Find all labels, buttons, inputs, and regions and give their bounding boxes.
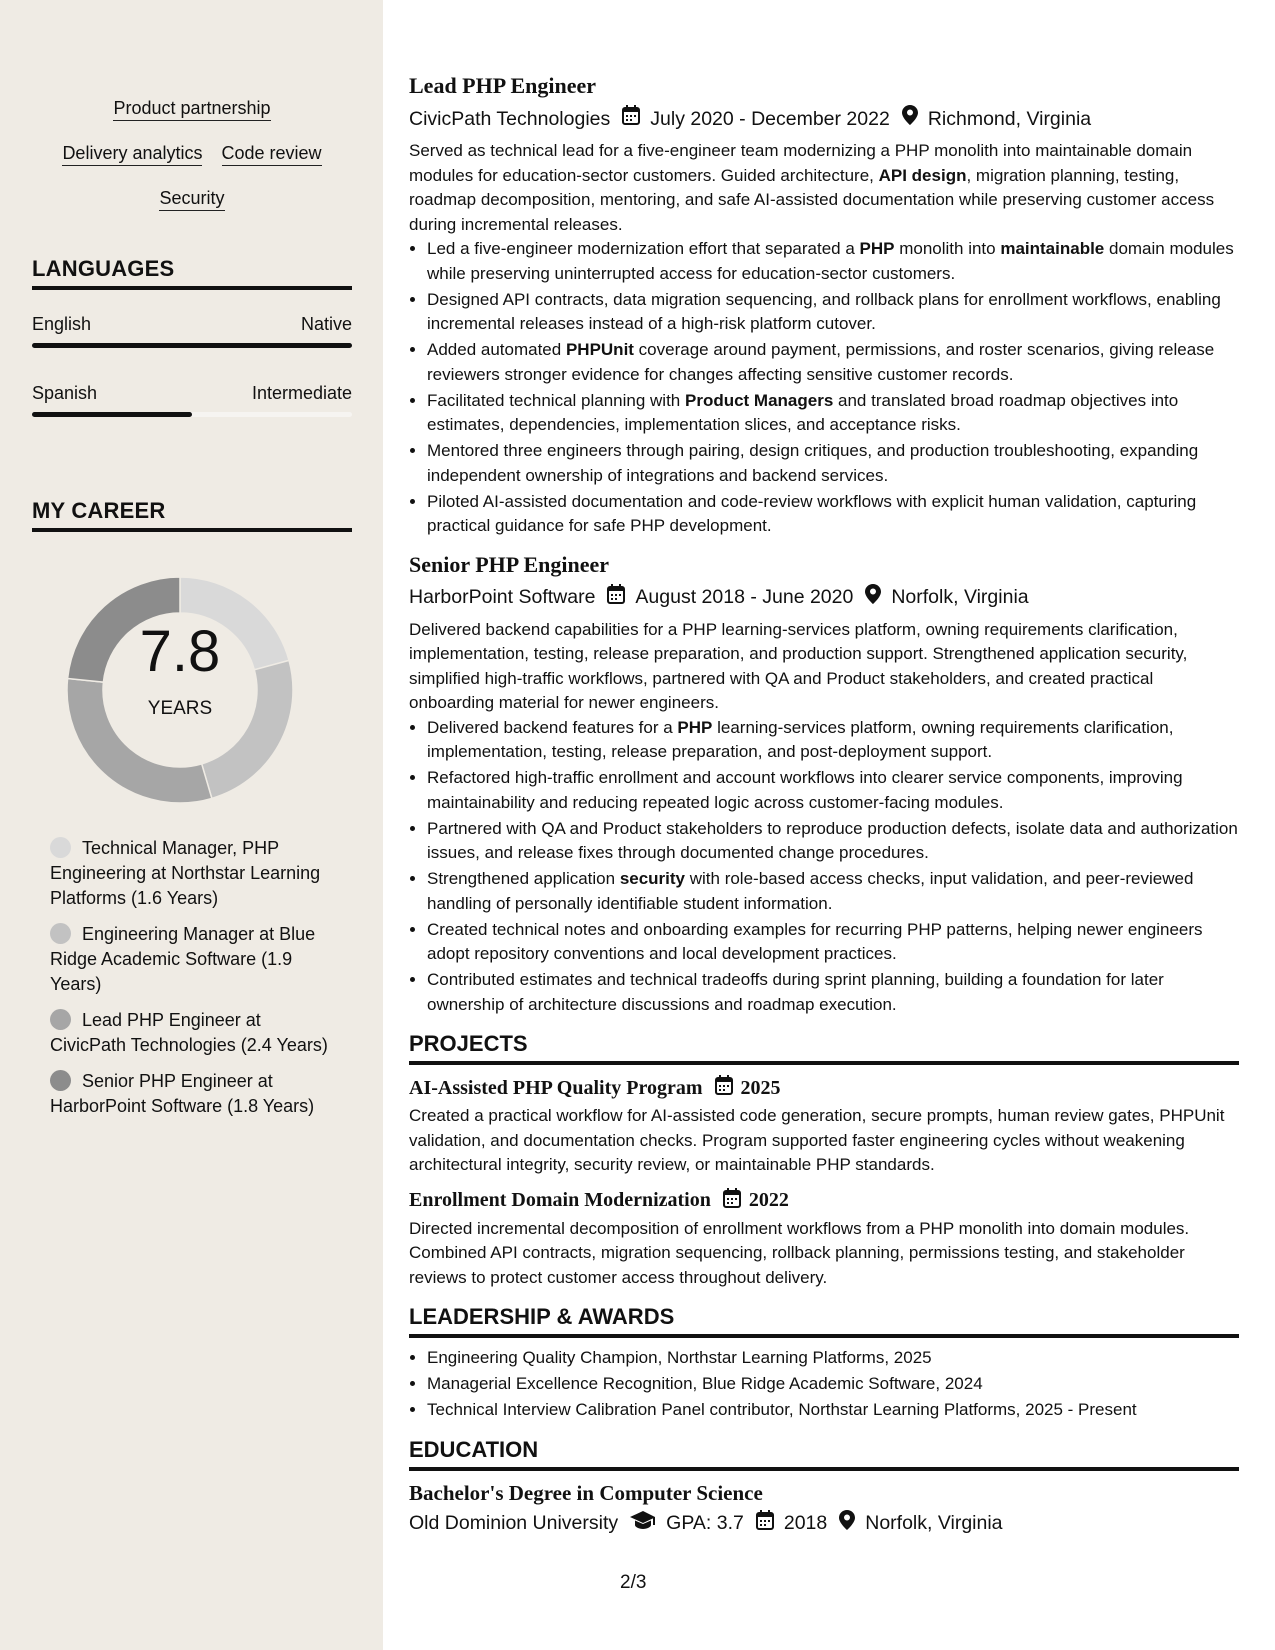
career-heading: MY CAREER [32,498,352,532]
career-total-years: 7.8 [139,619,221,684]
main-content [409,72,1239,1537]
language-level-fill [32,412,192,417]
job-summary: Delivered backend capabilities for a PHP learning-services platform, owning requirements clarification, implementation, testing, release preparation, and production support. Strengthened application security, simplified high-traffic workflows, partnered with QA and Product stakeholders, and created practical onboarding material for newer engineers. [409,619,1188,712]
experience-entry [409,551,1239,1018]
legend-swatch [50,1070,71,1091]
project-description: Directed incremental decomposition of enrollment workflows from a PHP monolith into domain modules. Combined API contracts, migration sequencing, rollback planning, permissions testing, and stakeholder reviews to protect customer access throughout delivery. [409,1218,1190,1287]
job-bullet: • Delivered backend features for a PHP learning-services platform, owning requirements clarification, implementation, testing, release preparation, and post-deployment support. [427,716,1239,765]
language-name: English [32,314,92,334]
job-bullet: • Contributed estimates and technical tradeoffs during sprint planning, building a foundation for later ownership of architecture discussions and roadmap execution. [427,968,1239,1017]
language-level-bar [32,343,352,348]
graduation-year: 2018 [783,1512,828,1534]
legend-swatch [50,923,71,944]
job-location: Richmond, Virginia [927,107,1092,130]
job-dates: July 2020 - December 2022 [650,107,890,130]
legend-swatch [50,1009,71,1030]
calendar-icon [607,584,625,611]
project-description: Created a practical workflow for AI-assisted code generation, secure prompts, human review gates, PHPUnit validation, and documentation checks. Program supported faster engineering cycles without weakening architectural integrity, security review, or maintainable PHP standards. [409,1106,1225,1174]
project-title-row [409,1188,1239,1214]
career-total-unit: YEARS [147,698,213,719]
legend-swatch [50,837,71,858]
skill-tag: Security [159,186,224,211]
skill-tag: Product partnership [113,96,270,121]
map-pin-icon [839,1510,855,1537]
projects-heading: PROJECTS [409,1031,1239,1065]
language-level: Intermediate [251,383,352,403]
education-meta [409,1510,1239,1537]
award-item: • Technical Interview Calibration Panel contributor, Northstar Learning Platforms, 2025 - Present [427,1398,1239,1423]
calendar-icon [622,105,640,132]
job-meta [409,584,1239,611]
education-heading: EDUCATION [409,1437,1239,1471]
education-location: Norfolk, Virginia [865,1512,1003,1534]
job-bullet: • Facilitated technical planning with Product Managers and translated broad roadmap objectives into estimates, dependencies, implementation slices, and acceptance risks. [427,389,1239,438]
award-item: • Engineering Quality Champion, Northstar Learning Platforms, 2025 [427,1346,1239,1371]
language-level-bar [32,412,352,417]
career-donut-svg [60,570,300,810]
job-bullets [409,716,1239,1018]
project-title: AI-Assisted PHP Quality Program [409,1076,703,1099]
leadership-list [409,1346,1239,1423]
job-bullet: • Strengthened application security with role-based access checks, input validation, and peer-reviewed handling of personally identifiable student information. [427,867,1239,916]
job-dates: August 2018 - June 2020 [635,586,854,608]
graduation-cap-icon [630,1510,656,1536]
job-bullet: • Piloted AI-assisted documentation and code-review workflows with explicit human validation, capturing practical guidance for safe PHP development. [427,490,1239,539]
award-item: • Managerial Excellence Recognition, Blue Ridge Academic Software, 2024 [427,1372,1239,1397]
job-bullets [409,237,1239,539]
job-bullet: • Refactored high-traffic enrollment and account workflows into clearer service components, improving maintainability and reducing repeated logic across customer-facing modules. [427,766,1239,815]
map-pin-icon [902,105,918,132]
legend-label: Technical Manager, PHP Engineering at Northstar Learning Platforms (1.6 Years) [50,838,321,908]
leadership-heading: LEADERSHIP & AWARDS [409,1304,1239,1338]
language-english [32,314,352,348]
job-title: Senior PHP Engineer [409,551,610,577]
job-bullet: • Created technical notes and onboarding examples for recurring PHP patterns, helping newer engineers adopt repository conventions and local development practices. [427,918,1239,967]
map-pin-icon [865,584,881,611]
language-level: Native [300,314,352,334]
company-name: HarborPoint Software [409,586,596,608]
project-entry [409,1075,1239,1178]
company-name: CivicPath Technologies [409,107,611,130]
school-name: Old Dominion University [409,1512,619,1534]
project-year: 2025 [740,1076,781,1099]
career-donut-chart [60,570,300,810]
calendar-icon [756,1510,774,1537]
page-number: 2/3 [620,1572,647,1593]
legend-label: Lead PHP Engineer at CivicPath Technologies (2.4 Years) [50,1010,328,1055]
job-bullet: • Mentored three engineers through pairing, design critiques, and production troubleshooting, expanding independent ownership of integrations and backend services. [427,439,1239,488]
job-bullet: • Led a five-engineer modernization effort that separated a PHP monolith into maintainable domain modules while preserving uninterrupted access for education-sector customers. [427,237,1239,286]
project-title: Enrollment Domain Modernization [409,1189,711,1211]
career-legend-item [50,836,330,911]
project-entry [409,1188,1239,1291]
skill-tags [32,86,352,221]
legend-label: Senior PHP Engineer at HarborPoint Software (1.8 Years) [50,1071,315,1116]
language-spanish [32,383,352,417]
degree-title: Bachelor's Degree in Computer Science [409,1480,763,1505]
career-legend-item [50,922,330,997]
language-name: Spanish [32,383,98,403]
skill-tag: Delivery analytics [62,141,202,166]
calendar-icon [715,1075,733,1101]
sidebar [0,0,383,1650]
job-meta [409,105,1239,132]
experience-entry [409,72,1239,539]
job-bullet: • Partnered with QA and Product stakeholders to reproduce production defects, isolate data and authorization issues, and release fixes through documented change procedures. [427,817,1239,866]
job-title: Lead PHP Engineer [409,73,596,98]
languages-heading: LANGUAGES [32,256,352,290]
gpa: GPA: 3.7 [666,1512,744,1534]
project-year: 2022 [748,1189,789,1211]
project-title-row [409,1075,1239,1101]
job-bullet: • Added automated PHPUnit coverage around payment, permissions, and roster scenarios, giving release reviewers stronger evidence for changes affecting sensitive customer records. [427,338,1239,387]
language-level-fill [32,343,352,348]
calendar-icon [723,1188,741,1214]
job-bullet: • Designed API contracts, data migration sequencing, and rollback plans for enrollment workflows, enabling incremental releases instead of a high-risk platform cutover. [427,288,1239,337]
skill-tag: Code review [222,141,322,166]
career-legend-item [50,1069,330,1119]
legend-label: Engineering Manager at Blue Ridge Academic Software (1.9 Years) [50,924,316,994]
career-legend [50,836,330,1130]
job-summary: Served as technical lead for a five-engineer team modernizing a PHP monolith into maintainable domain modules for education-sector customers. Guided architecture, API design, migration planning, testing, roadmap decomposition, mentoring, and safe AI-assisted documentation while preserving customer access during incremental releases. [409,141,1215,234]
job-location: Norfolk, Virginia [891,586,1029,608]
career-legend-item [50,1008,330,1058]
